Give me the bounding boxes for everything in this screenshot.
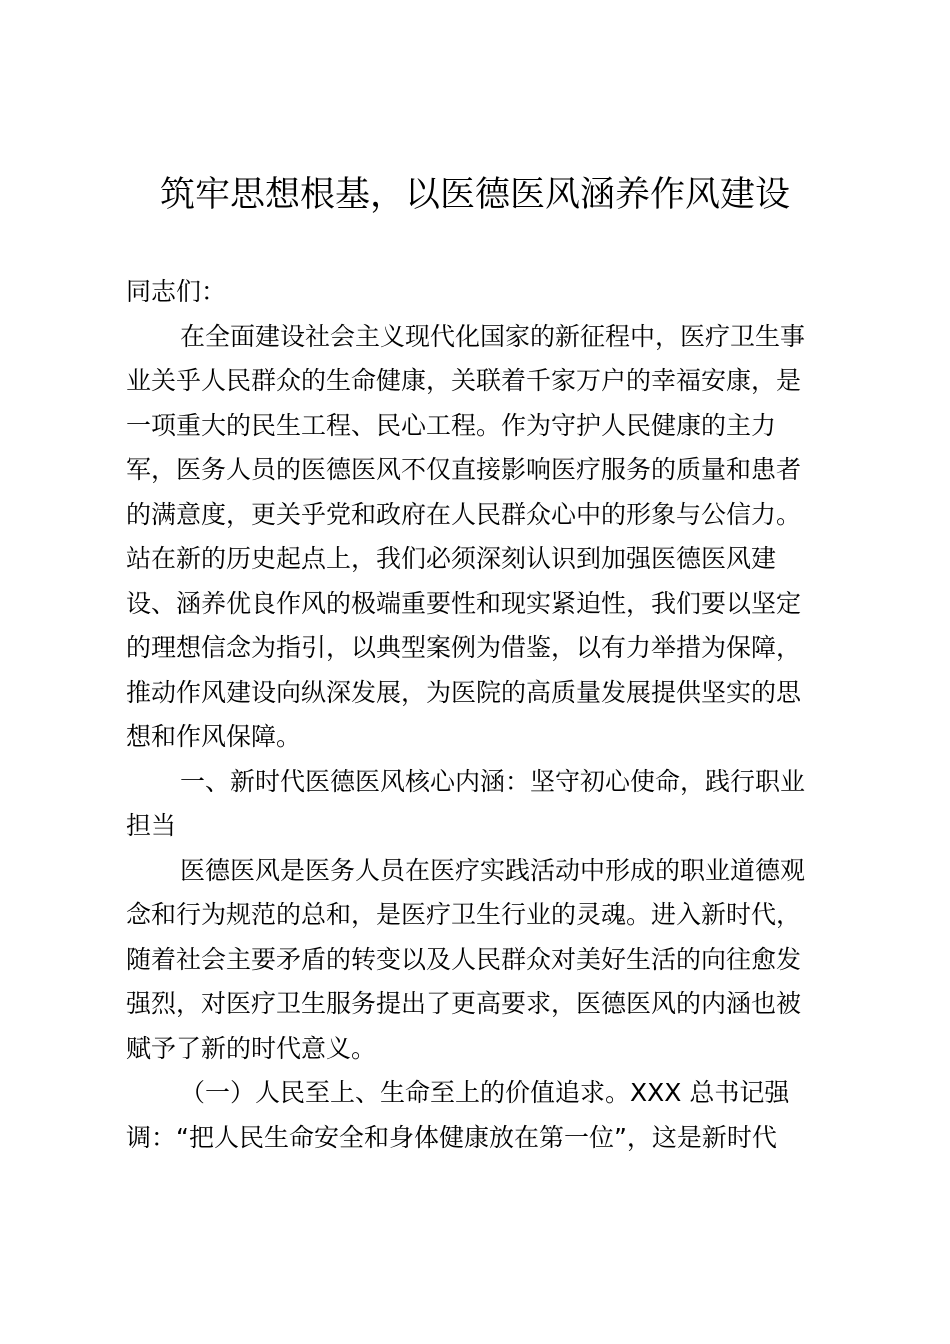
paragraph-line: 医德医风是医务人员在医疗实践活动中形成的职业道德观 <box>180 855 806 885</box>
paragraph-line: 军，医务人员的医德医风不仅直接影响医疗服务的质量和患者 <box>126 455 802 484</box>
document-title: 筑牢思想根基，以医德医风涵养作风建设 <box>159 175 790 215</box>
section-heading-line: 一、新时代医德医风核心内涵：坚守初心使命，践行职业 <box>180 766 806 796</box>
paragraph-line: 在全面建设社会主义现代化国家的新征程中，医疗卫生事 <box>180 321 806 351</box>
paragraph-line: 强烈，对医疗卫生服务提出了更高要求，医德医风的内涵也被 <box>126 989 802 1018</box>
document-body <box>126 270 834 1160</box>
paragraph-line: 的理想信念为指引，以典型案例为借鉴，以有力举措为保障， <box>126 633 802 662</box>
salutation: 同志们： <box>126 277 227 306</box>
paragraph-line: 一项重大的民生工程、民心工程。作为守护人民健康的主力 <box>126 410 777 440</box>
paragraph-line: 赋予了新的时代意义。 <box>126 1033 377 1063</box>
paragraph-line: 随着社会主要矛盾的转变以及人民群众对美好生活的向往愈发 <box>126 944 802 974</box>
paragraph-line: 站在新的历史起点上，我们必须深刻认识到加强医德医风建 <box>126 544 777 573</box>
paragraph-line: 的满意度，更关乎党和政府在人民群众心中的形象与公信力。 <box>126 499 802 529</box>
paragraph-line: 念和行为规范的总和，是医疗卫生行业的灵魂。进入新时代， <box>126 900 802 929</box>
paragraph-line: 业关乎人民群众的生命健康，关联着千家万户的幸福安康，是 <box>126 366 802 395</box>
subsection-line: （一）人民至上、生命至上的价值追求。XXX 总书记强 <box>180 1078 790 1107</box>
paragraph-line: 想和作风保障。 <box>126 722 302 751</box>
paragraph-line: 推动作风建设向纵深发展，为医院的高质量发展提供坚实的思 <box>126 677 802 707</box>
section-heading-line: 担当 <box>126 811 177 840</box>
paragraph-line: 调：“把人民生命安全和身体健康放在第一位”，这是新时代 <box>126 1122 777 1152</box>
paragraph-line: 设、涵养优良作风的极端重要性和现实紧迫性，我们要以坚定 <box>126 588 802 618</box>
